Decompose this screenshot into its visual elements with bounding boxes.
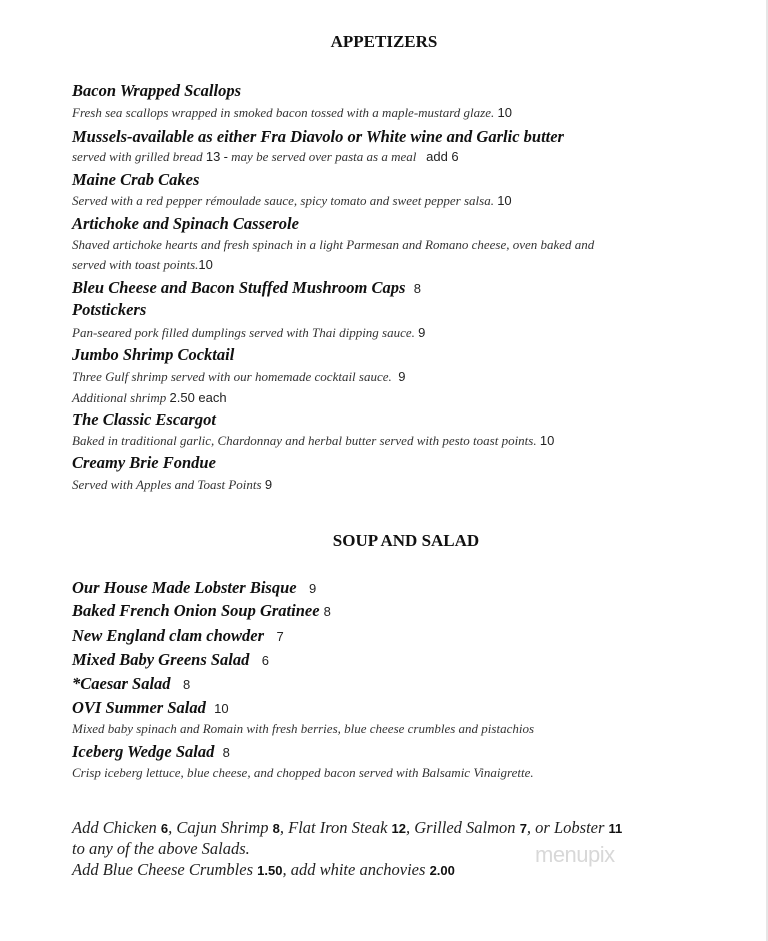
item-name: Bacon Wrapped Scallops xyxy=(72,81,241,100)
extra-text: Additional shrimp xyxy=(72,390,167,405)
addons-line-2: to any of the above Salads. xyxy=(72,839,250,858)
item-desc xyxy=(72,325,425,341)
addons-line-3 xyxy=(72,860,455,880)
name-text: Baked French Onion Soup Gratinee xyxy=(72,601,320,620)
item-name xyxy=(72,278,421,298)
item-name: Mussels-available as either Fra Diavolo or White wine and Garlic butter xyxy=(72,127,564,146)
price: 9 xyxy=(264,477,273,492)
item-desc: Mixed baby spinach and Romain with fresh berries, blue cheese crumbles and pistachios xyxy=(72,721,535,736)
price: 9 xyxy=(398,369,406,384)
price: 7 xyxy=(519,821,527,836)
price: 7 xyxy=(276,629,284,644)
desc-text: Pan-seared pork filled dumplings served with Thai dipping sauce. xyxy=(72,325,415,340)
price: 10 xyxy=(497,105,512,120)
name-text: Mixed Baby Greens Salad xyxy=(72,650,250,669)
add-price: add 6 xyxy=(426,149,459,164)
addon-text: , or Lobster xyxy=(526,818,605,837)
separator: - xyxy=(223,149,228,164)
item-name: Creamy Brie Fondue xyxy=(72,453,216,472)
price: 11 xyxy=(608,821,623,836)
item-desc xyxy=(72,257,213,273)
price: 8 xyxy=(222,745,230,760)
name-text: OVI Summer Salad xyxy=(72,698,206,717)
item-desc: Shaved artichoke hearts and fresh spinach in a light Parmesan and Romano cheese, oven baked and xyxy=(72,237,595,252)
name-text: *Caesar Salad xyxy=(72,674,171,693)
addon-text: Add Chicken xyxy=(72,818,157,837)
item-desc xyxy=(72,369,406,385)
price: 10 xyxy=(539,433,555,448)
price: 10 xyxy=(497,193,512,208)
price: 6 xyxy=(160,821,169,836)
item-desc xyxy=(72,193,512,209)
price: 13 xyxy=(205,149,221,164)
desc-text: served with grilled bread xyxy=(72,149,203,164)
addon-text: , Cajun Shrimp xyxy=(168,818,269,837)
price: 2.50 each xyxy=(169,390,227,405)
item-name xyxy=(72,742,230,762)
price: 8 xyxy=(413,281,421,296)
item-name xyxy=(72,650,269,670)
desc-text: may be served over pasta as a meal xyxy=(231,149,417,164)
desc-text: Baked in traditional garlic, Chardonnay and herbal butter served with pesto toast points. xyxy=(72,433,537,448)
item-desc xyxy=(72,149,459,165)
item-name: Maine Crab Cakes xyxy=(72,170,200,189)
item-desc xyxy=(72,105,512,121)
name-text: Bleu Cheese and Bacon Stuffed Mushroom Caps xyxy=(72,278,406,297)
price: 8 xyxy=(323,604,331,619)
name-text: Iceberg Wedge Salad xyxy=(72,742,215,761)
item-name xyxy=(72,601,331,621)
price: 10 xyxy=(198,257,213,272)
price: 9 xyxy=(418,325,426,340)
item-desc xyxy=(72,477,272,493)
item-desc xyxy=(72,433,554,449)
addons-line-1 xyxy=(72,818,622,838)
watermark-logo: menupix xyxy=(535,842,615,867)
desc-text: served with toast points. xyxy=(72,257,199,272)
item-name: Artichoke and Spinach Casserole xyxy=(72,214,299,233)
name-text: Our House Made Lobster Bisque xyxy=(72,578,297,597)
addon-text: Add Blue Cheese Crumbles xyxy=(72,860,254,879)
item-desc: Crisp iceberg lettuce, blue cheese, and chopped bacon served with Balsamic Vinaigrette. xyxy=(72,765,534,780)
price: 2.00 xyxy=(429,863,455,878)
desc-text: Fresh sea scallops wrapped in smoked bacon tossed with a maple-mustard glaze. xyxy=(72,105,495,120)
item-name xyxy=(72,626,284,646)
price: 10 xyxy=(214,701,229,716)
section-title-soup-salad: SOUP AND SALAD xyxy=(332,531,480,550)
item-name: Jumbo Shrimp Cocktail xyxy=(72,345,235,364)
price: 12 xyxy=(391,821,407,836)
desc-text: Served with a red pepper rémoulade sauce, spicy tomato and sweet pepper salsa. xyxy=(72,193,494,208)
price: 8 xyxy=(182,677,191,692)
addon-text: , Grilled Salmon xyxy=(406,818,516,837)
price: 1.50 xyxy=(257,863,283,878)
addon-text: , Flat Iron Steak xyxy=(279,818,388,837)
item-name: The Classic Escargot xyxy=(72,410,216,429)
name-text: New England clam chowder xyxy=(72,626,265,645)
item-extra xyxy=(72,390,227,406)
desc-text: Served with Apples and Toast Points xyxy=(72,477,262,492)
addon-text: , add white anchovies xyxy=(282,860,426,879)
desc-text: Three Gulf shrimp served with our homemade cocktail sauce. xyxy=(72,369,392,384)
item-name xyxy=(72,674,190,694)
section-title-appetizers: APPETIZERS xyxy=(330,32,438,51)
price: 9 xyxy=(308,581,317,596)
item-name xyxy=(72,578,316,598)
item-name xyxy=(72,698,229,718)
price: 8 xyxy=(272,821,280,836)
item-name: Potstickers xyxy=(72,300,147,319)
price: 6 xyxy=(261,653,269,668)
